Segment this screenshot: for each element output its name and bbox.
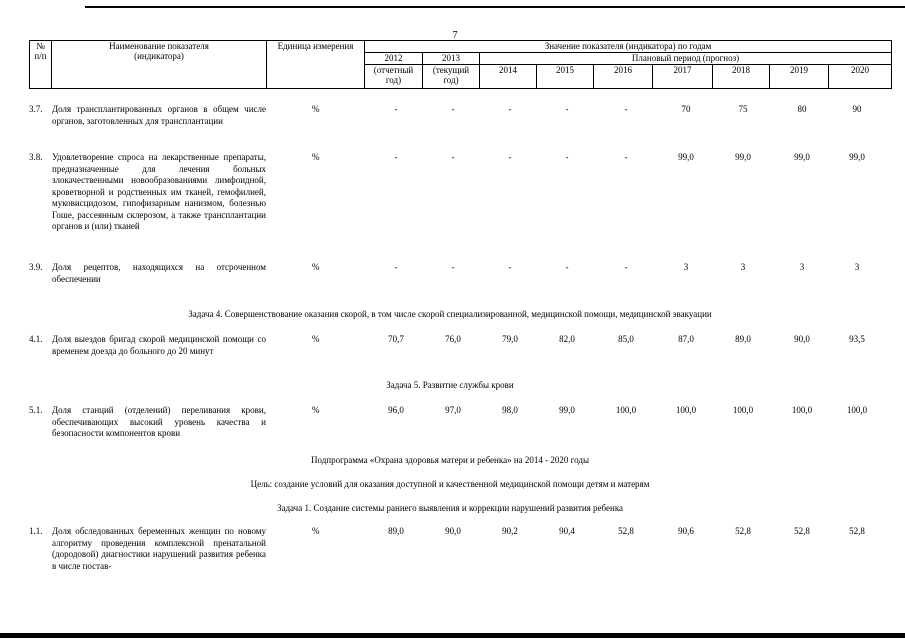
section-heading-task1: Задача 1. Создание системы раннего выявления и коррекции нарушений развития ребенка	[276, 503, 624, 513]
row-number: 5.1.	[29, 405, 43, 415]
row-value: -	[394, 104, 398, 114]
row-value: -	[508, 152, 512, 162]
row-value: 70,7	[388, 334, 404, 344]
row-value: -	[565, 152, 569, 162]
section-heading-task5: Задача 5. Развитие службы крови	[386, 380, 514, 390]
header-year: 2019	[770, 64, 829, 88]
header-2012-note: (отчетный год)	[365, 64, 423, 88]
row-number: 3.8.	[29, 152, 43, 162]
row-value: 99,0	[678, 152, 694, 162]
header-year: 2018	[713, 64, 770, 88]
row-value: -	[451, 262, 455, 272]
row-value: 100,0	[846, 405, 868, 415]
row-number: 1.1.	[29, 526, 43, 536]
row-value: 87,0	[678, 334, 694, 344]
row-value: 90	[852, 104, 862, 114]
row-value: -	[508, 104, 512, 114]
row-value: 90,4	[559, 526, 575, 536]
row-value: 79,0	[502, 334, 518, 344]
row-unit: %	[312, 526, 320, 536]
header-values: Значение показателя (индикатора) по годам	[365, 41, 892, 53]
row-value: 99,0	[794, 152, 810, 162]
row-unit: %	[312, 262, 320, 272]
row-value: 52,8	[794, 526, 810, 536]
row-number: 3.7.	[29, 104, 43, 114]
row-value: -	[624, 152, 628, 162]
row-value: 93,5	[849, 334, 865, 344]
row-value: 80	[797, 104, 807, 114]
header-year: 2017	[653, 64, 713, 88]
row-value: 52,8	[735, 526, 751, 536]
header-name: Наименование показателя (индикатора)	[52, 41, 267, 89]
row-name: Удовлетворение спроса на лекарственные препараты, предназначенные для лечения больных злокачественными новообразованиями лимфоидной, кроветворной и родственных им тканей, гемофилией, муковисцидозом, гипофизарным нанизмом, болезнью Гоше, рассеянным склерозом, а также трансплантации органов и (или) тканей	[52, 152, 266, 232]
header-2013-note: (текущий год)	[423, 64, 480, 88]
row-value: -	[394, 262, 398, 272]
row-unit: %	[312, 152, 320, 162]
row-value: 100,0	[732, 405, 754, 415]
row-number: 4.1.	[29, 334, 43, 344]
row-name: Доля выездов бригад скорой медицинской помощи со временем доезда до больного до 20 минут	[52, 334, 266, 356]
row-value: 75	[738, 104, 748, 114]
row-value: -	[565, 104, 569, 114]
subprogram-heading: Подпрограмма «Охрана здоровья матери и ребенка» на 2014 - 2020 годы	[310, 455, 589, 465]
row-name: Доля обследованных беременных женщин по новому алгоритму проведения комплексной пренатальной (дородовой) диагностики нарушений развития ребенка в числе постав-	[52, 526, 266, 571]
row-value: 96,0	[388, 405, 404, 415]
row-number: 3.9.	[29, 262, 43, 272]
row-value: 89,0	[735, 334, 751, 344]
row-value: 100,0	[791, 405, 813, 415]
header-unit: Единица измерения	[267, 41, 365, 89]
bottom-rule	[0, 633, 905, 638]
row-value: 70	[681, 104, 691, 114]
goal-heading: Цель: создание условий для оказания доступной и качественной медицинской помощи детям и матерям	[250, 479, 650, 489]
row-unit: %	[312, 405, 320, 415]
row-value: 99,0	[559, 405, 575, 415]
row-unit: %	[312, 334, 320, 344]
row-value: -	[394, 152, 398, 162]
row-value: 52,8	[849, 526, 865, 536]
header-year: 2015	[537, 64, 594, 88]
row-value: 89,0	[388, 526, 404, 536]
row-value: 90,0	[794, 334, 810, 344]
row-name: Доля станций (отделений) переливания крови, обеспечивающих высокий уровень качества и безопасности компонентов крови	[52, 405, 266, 439]
row-value: 99,0	[849, 152, 865, 162]
header-num: № п/п	[30, 41, 52, 89]
top-rule	[85, 6, 905, 8]
row-value: 3	[740, 262, 746, 272]
row-value: 97,0	[445, 405, 461, 415]
header-year-2012: 2012	[365, 53, 423, 65]
header-year-2013: 2013	[423, 53, 480, 65]
row-value: 85,0	[618, 334, 634, 344]
row-name: Доля трансплантированных органов в общем числе органов, заготовленных для трансплантации	[52, 104, 266, 126]
row-value: 76,0	[445, 334, 461, 344]
row-value: 99,0	[735, 152, 751, 162]
header-plan-period: Плановый период (прогноз)	[480, 53, 892, 65]
section-heading-task4: Задача 4. Совершенствование оказания скорой, в том числе скорой специализированной, медицинской помощи, медицинской эвакуации	[188, 309, 712, 319]
row-value: 90,0	[445, 526, 461, 536]
row-value: 3	[799, 262, 805, 272]
row-value: 100,0	[675, 405, 697, 415]
page-number: 7	[452, 30, 458, 41]
row-value: 52,8	[618, 526, 634, 536]
row-unit: %	[312, 104, 320, 114]
row-value: 3	[854, 262, 860, 272]
row-value: 98,0	[502, 405, 518, 415]
row-name: Доля рецептов, находящихся на отсроченном обеспечении	[52, 262, 266, 284]
header-year: 2020	[829, 64, 892, 88]
header-year: 2014	[480, 64, 537, 88]
row-value: -	[451, 152, 455, 162]
table-header	[29, 40, 892, 89]
row-value: -	[624, 262, 628, 272]
row-value: -	[565, 262, 569, 272]
row-value: -	[451, 104, 455, 114]
row-value: 100,0	[615, 405, 637, 415]
row-value: -	[508, 262, 512, 272]
row-value: 82,0	[559, 334, 575, 344]
header-year: 2016	[594, 64, 653, 88]
row-value: 90,6	[678, 526, 694, 536]
row-value: 90,2	[502, 526, 518, 536]
row-value: -	[624, 104, 628, 114]
row-value: 3	[683, 262, 689, 272]
